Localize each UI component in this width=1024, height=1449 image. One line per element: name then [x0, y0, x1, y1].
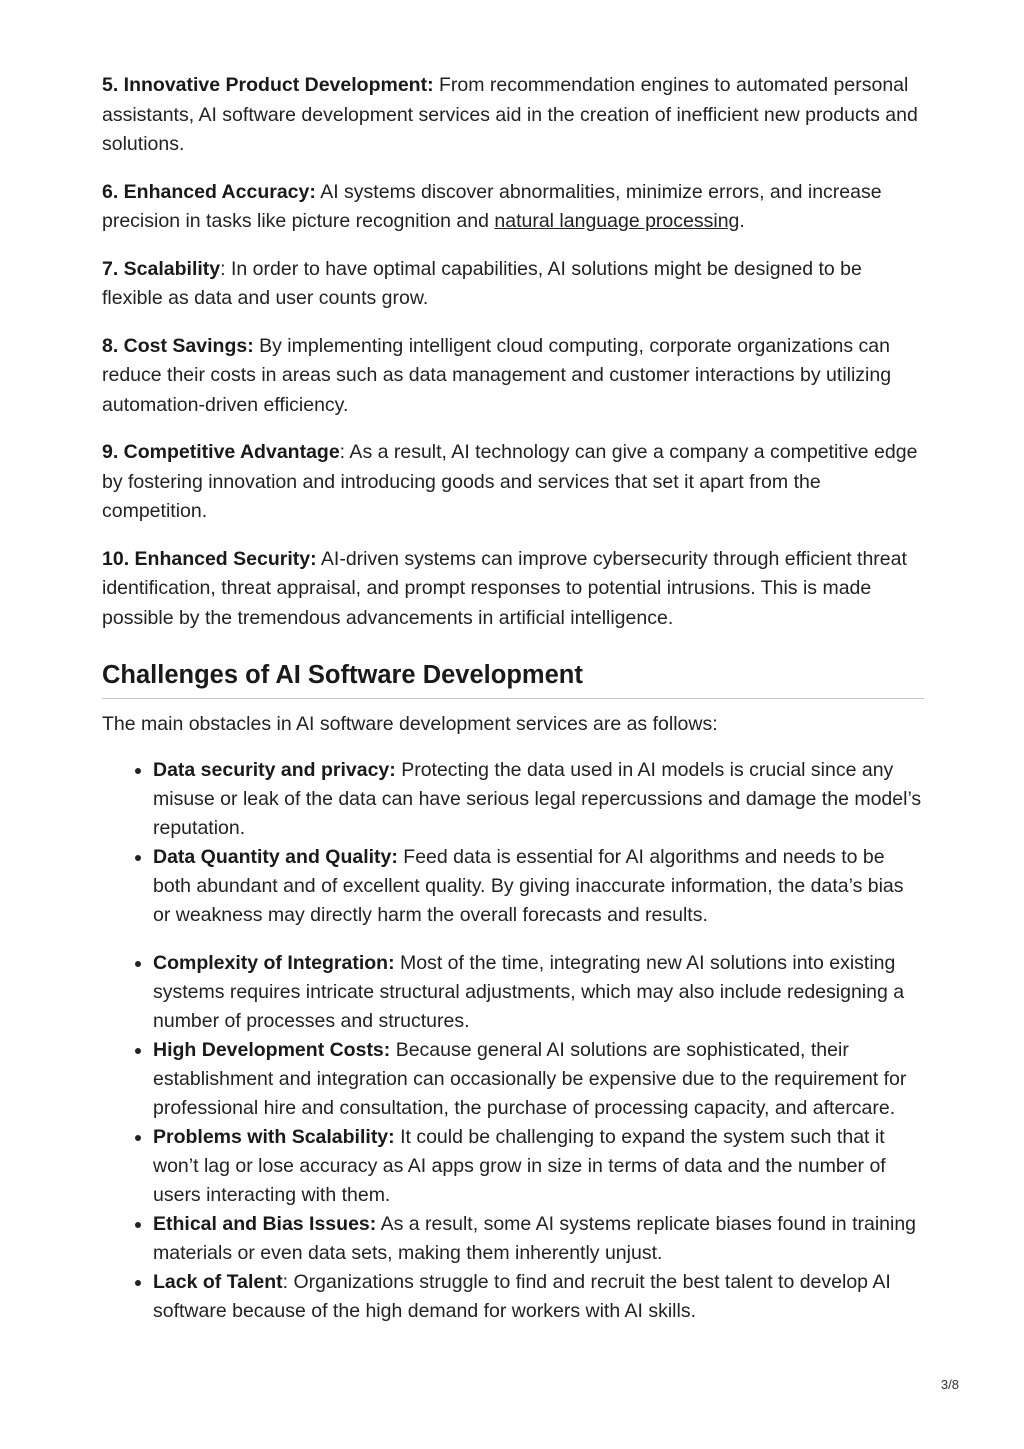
challenge-text: Because general AI solutions are sophisticated, their establishment and integration can occasionally be expensive due to the requirement for professional hire and consultation, the purchase of processing capacity, and aftercare. [153, 1038, 907, 1119]
challenge-text: : Organizations struggle to find and recruit the best talent to develop AI software because of the high demand for workers with AI skills. [153, 1270, 891, 1322]
challenge-text: Feed data is essential for AI algorithms and needs to be both abundant and of excellent quality. By giving inaccurate information, the data’s bias or weakness may directly harm the overall forecasts and results. [153, 845, 904, 926]
benefit-title: 9. Competitive Advantage [102, 441, 340, 463]
challenge-text: It could be challenging to expand the system such that it won’t lag or lose accuracy as AI apps grow in size in terms of data and the number of users interacting with them. [153, 1125, 886, 1206]
benefit-text: By implementing intelligent cloud computing, corporate organizations can reduce their costs in areas such as data management and customer interactions by utilizing automation-driven efficiency. [102, 334, 892, 416]
benefit-item [102, 178, 924, 237]
benefit-title: 5. Innovative Product Development: [102, 74, 434, 96]
list-item [153, 843, 924, 930]
challenges-list-continued [102, 949, 924, 1326]
benefit-text-end: . [739, 210, 745, 232]
challenge-text: Protecting the data used in AI models is crucial since any misuse or leak of the data can have serious legal repercussions and damage the model’s reputation. [153, 758, 922, 839]
list-item [153, 1036, 924, 1123]
challenges-list [102, 756, 924, 930]
section-heading: Challenges of AI Software Development [102, 659, 924, 699]
challenge-text: Most of the time, integrating new AI solutions into existing systems requires intricate structural adjustments, which may also include redesigning a number of processes and structures. [153, 951, 905, 1032]
benefit-text: From recommendation engines to automated personal assistants, AI software development services aid in the creation of inefficient new products and solutions. [102, 74, 918, 155]
challenge-title: Problems with Scalability: [153, 1125, 395, 1148]
benefit-text: : In order to have optimal capabilities, AI solutions might be designed to be flexible as data and user counts grow. [102, 257, 862, 309]
list-item [153, 756, 924, 843]
page-number: 3/8 [940, 1377, 959, 1392]
list-item [153, 1123, 924, 1210]
list-item [153, 1268, 924, 1326]
natural-language-processing-link[interactable]: natural language processing [494, 210, 740, 232]
benefit-text: AI-driven systems can improve cybersecurity through efficient threat identification, threat appraisal, and prompt responses to potential intrusions. This is made possible by the tremendous advancements in artificial intelligence. [102, 547, 907, 629]
list-item [153, 949, 924, 1036]
benefit-title: 10. Enhanced Security: [102, 547, 317, 570]
challenge-title: High Development Costs: [153, 1038, 391, 1061]
benefit-title: 8. Cost Savings: [102, 334, 254, 357]
benefit-item [102, 71, 924, 160]
challenge-title: Ethical and Bias Issues: [153, 1212, 377, 1235]
challenge-title: Lack of Talent [153, 1270, 283, 1293]
document-page [102, 71, 924, 1326]
benefit-text: : As a result, AI technology can give a company a competitive edge by fostering innovation and introducing goods and services that set it apart from the competition. [102, 441, 918, 522]
challenge-title: Complexity of Integration: [153, 951, 395, 974]
challenge-title: Data Quantity and Quality: [153, 845, 398, 868]
benefit-item [102, 545, 924, 634]
challenge-text: As a result, some AI systems replicate biases found in training materials or even data sets, making them inherently unjust. [153, 1212, 917, 1264]
challenge-title: Data security and privacy: [153, 758, 396, 781]
list-item [153, 1210, 924, 1268]
benefit-item [102, 255, 924, 314]
benefit-title: 6. Enhanced Accuracy: [102, 180, 316, 203]
benefit-text: AI systems discover abnormalities, minimize errors, and increase precision in tasks like picture recognition and [102, 180, 882, 232]
benefit-item [102, 332, 924, 421]
benefit-item [102, 438, 924, 527]
benefit-title: 7. Scalability [102, 257, 221, 280]
section-intro: The main obstacles in AI software development services are as follows: [102, 713, 718, 735]
